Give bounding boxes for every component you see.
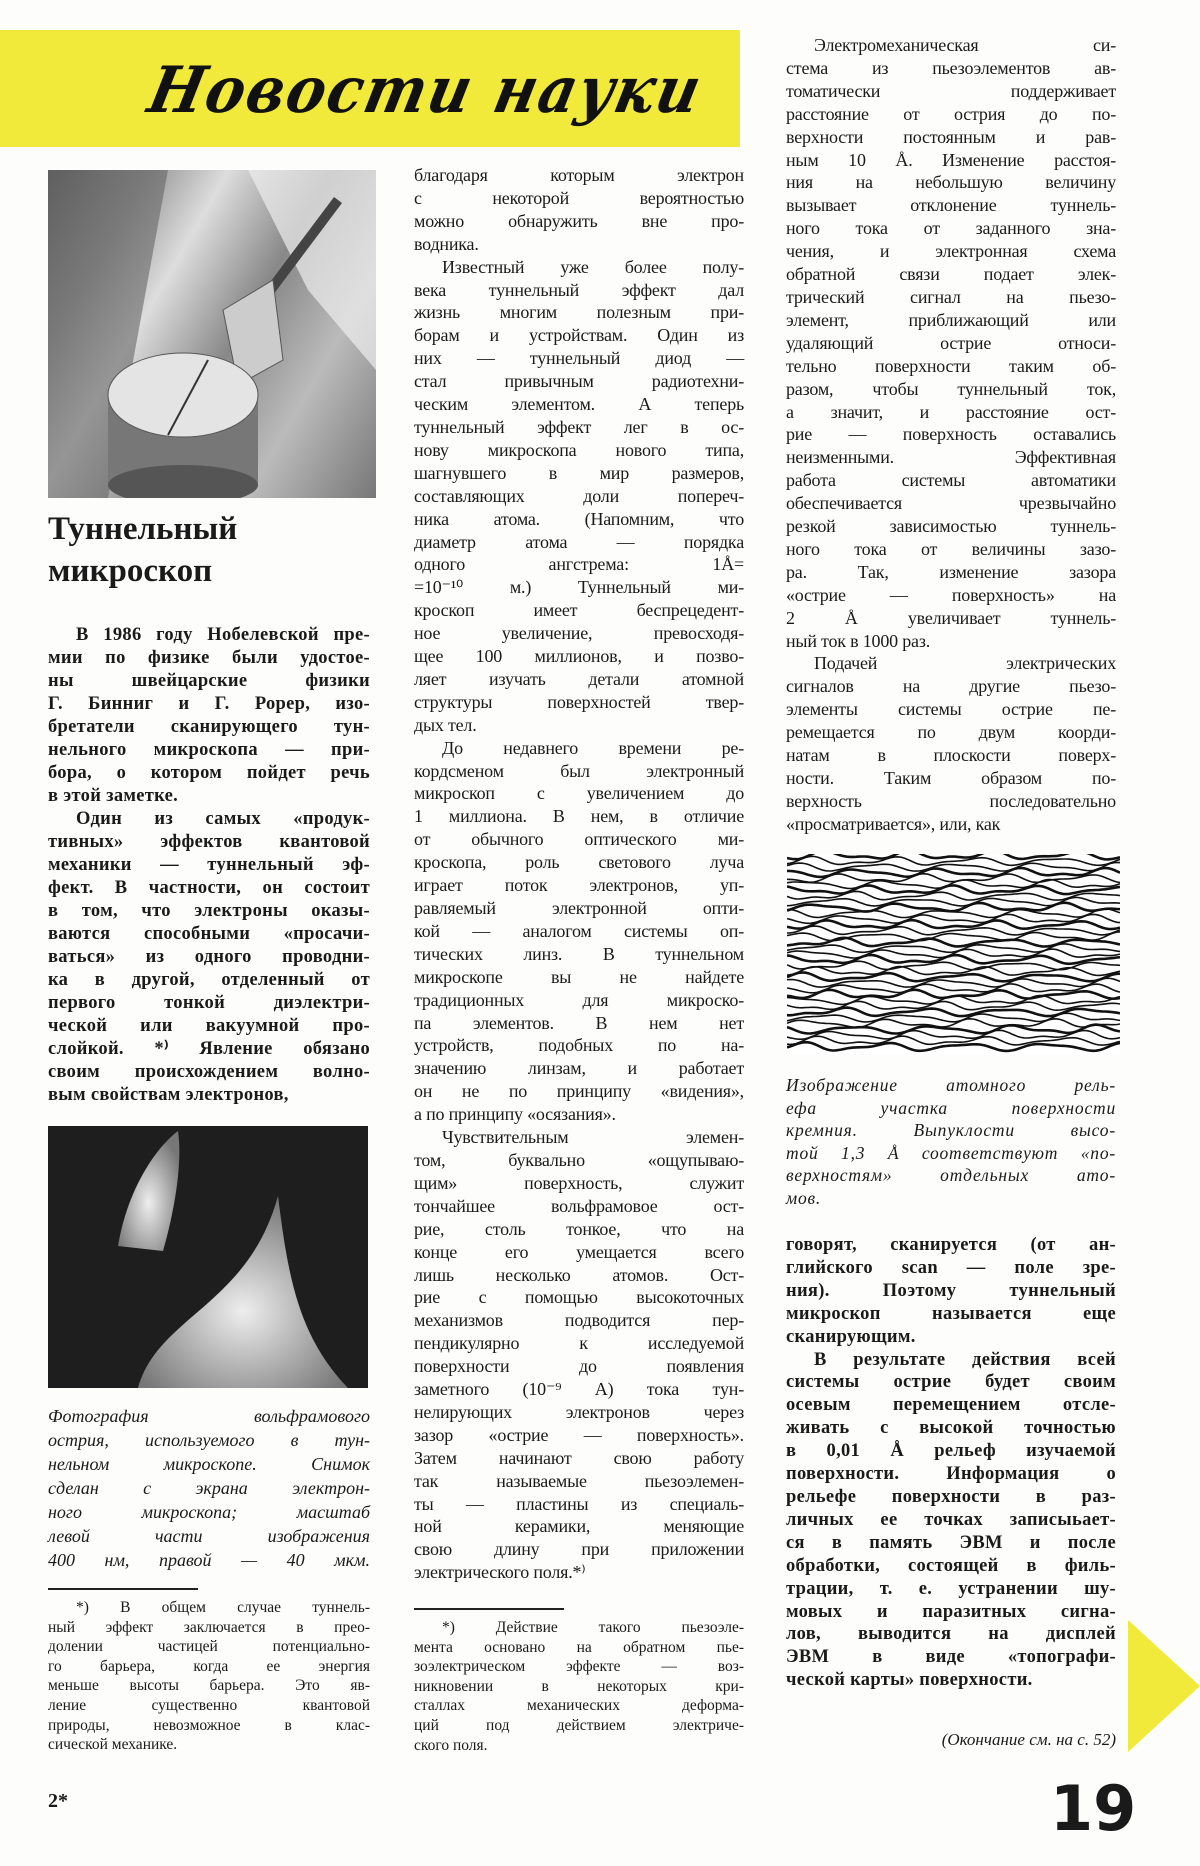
- text-line: ного микроскопа; масштаб: [48, 1502, 370, 1522]
- paragraph: [414, 256, 744, 737]
- text-line: обеспечивается чрезвычайно: [786, 493, 1116, 514]
- text-line: мов.: [786, 1187, 822, 1208]
- text-line: Один из самых «продук-: [76, 809, 370, 829]
- text-line: ное увеличение, превосходя-: [414, 623, 744, 644]
- text-line: долении частицей потенциально-: [48, 1638, 370, 1656]
- signature-mark: 2*: [48, 1790, 68, 1812]
- paragraph: [786, 1349, 1116, 1693]
- text-line: своим происхождением волно-: [48, 1062, 370, 1082]
- text-line: механики — туннельный эф-: [48, 855, 370, 875]
- text-line: той 1,3 Å соответствуют «по-: [786, 1142, 1116, 1163]
- text-line: рие — поверхность оставались: [786, 424, 1116, 445]
- text-line: ся в память ЭВМ и после: [786, 1532, 1116, 1553]
- text-line: ный эффект заключается в прео-: [48, 1618, 370, 1636]
- text-line: благодаря которым электрон: [414, 165, 744, 185]
- text-line: осевым перемещением отсле-: [786, 1395, 1116, 1416]
- text-line: первого тонкой диэлектри-: [48, 993, 370, 1013]
- text-line: ной керамики, меняющие: [414, 1516, 744, 1537]
- text-line: механизмов подводится пер-: [414, 1310, 744, 1331]
- relief-scan-line: [787, 1042, 1120, 1051]
- text-line: 1 миллиона. В нем, в отличие: [414, 806, 744, 827]
- text-line: ского поля.: [414, 1736, 488, 1754]
- paragraph: [786, 1234, 1116, 1349]
- text-line: острия, используемого в тун-: [48, 1430, 370, 1450]
- text-line: разом, чтобы туннельный ток,: [786, 378, 1116, 399]
- text-line: фект. В частности, он состоит: [48, 878, 370, 898]
- atomic-relief-plot: [787, 854, 1120, 1054]
- text-line: В 1986 году Нобелевской пре-: [76, 625, 370, 645]
- text-line: ного тока от заданного зна-: [786, 218, 1116, 239]
- text-line: жизнь многим полезным при-: [414, 302, 744, 323]
- text-line: одного ангстрема: 1Å=: [414, 554, 744, 575]
- text-line: ваться» из одного проводни-: [48, 947, 370, 967]
- text-line: составляющих доли попереч-: [414, 485, 744, 506]
- column-2-body: [414, 164, 744, 1584]
- paragraph: [414, 737, 744, 1126]
- text-line: Электромеханическая си-: [814, 35, 1116, 55]
- text-line: па элементов. В нем нет: [414, 1012, 744, 1033]
- text-line: природы, невозможное в клас-: [48, 1716, 370, 1734]
- text-line: До недавнего времени ре-: [442, 737, 744, 758]
- paragraph: [48, 808, 370, 1107]
- text-line: века туннельный эффект дал: [414, 279, 744, 300]
- photo-caption: [48, 1404, 370, 1572]
- text-line: глийского scan — поле зре-: [786, 1257, 1116, 1278]
- relief-scan-line: [787, 1036, 1120, 1045]
- text-line: говорят, сканируется (от ан-: [786, 1235, 1116, 1255]
- text-line: томатически поддерживает: [786, 80, 1116, 101]
- text-line: Г. Бинниг и Г. Рорер, изо-: [48, 694, 370, 714]
- text-line: ты — пластины из специаль-: [414, 1493, 744, 1514]
- section-title: Новости науки: [142, 52, 710, 128]
- text-line: ческой карты» поверхности.: [786, 1670, 1033, 1691]
- section-banner: [0, 30, 740, 147]
- relief-scan-line: [787, 949, 1120, 958]
- text-line: в том, что электроны оказы-: [48, 901, 370, 921]
- text-line: микроскопе вы не найдете: [414, 966, 744, 987]
- paragraph: [786, 652, 1116, 835]
- tungsten-tip-illustration: [48, 1126, 368, 1388]
- text-line: кроскопа, роль светового луча: [414, 852, 744, 873]
- text-line: ефа участка поверхности: [786, 1097, 1116, 1118]
- text-line: неизменными. Эффективная: [786, 447, 1116, 468]
- text-line: ка в другой, отделенный от: [48, 970, 370, 990]
- paragraph: [786, 34, 1116, 652]
- paragraph: [48, 1598, 370, 1755]
- relief-scan-line: [787, 1019, 1120, 1028]
- text-line: системы острие будет своим: [786, 1372, 1116, 1393]
- text-line: в этой заметке.: [48, 786, 179, 806]
- text-line: туннельный эффект лег в ос-: [414, 416, 744, 437]
- paragraph: [414, 164, 744, 256]
- text-line: ций под действием электриче-: [414, 1716, 744, 1734]
- text-line: тельно поверхности таким об-: [786, 355, 1116, 376]
- text-line: вызывает отклонение туннель-: [786, 195, 1116, 216]
- text-line: расстояние от острия до по-: [786, 103, 1116, 124]
- footnote-2: [414, 1618, 744, 1755]
- text-line: ление существенно квантовой: [48, 1696, 370, 1714]
- text-line: чения, и электронная схема: [786, 241, 1116, 262]
- text-line: кордсменом был электронный: [414, 760, 744, 781]
- relief-caption: [786, 1074, 1116, 1209]
- text-line: никновении в некоторых кри-: [414, 1677, 744, 1695]
- text-line: верхности постоянным и рав-: [786, 126, 1116, 147]
- text-line: микроскоп называется еще: [786, 1303, 1116, 1324]
- text-line: работа системы автоматики: [786, 470, 1116, 491]
- paragraph: [48, 624, 370, 808]
- heading-line: Туннельный: [48, 511, 238, 547]
- text-line: щим» поверхность, служит: [414, 1172, 744, 1193]
- text-line: 400 нм, правой — 40 мкм.: [48, 1550, 370, 1570]
- text-line: Чувствительным элемен-: [442, 1127, 744, 1148]
- text-line: структуры поверхностей твер-: [414, 691, 744, 712]
- text-line: водника.: [414, 233, 479, 254]
- text-line: ческим элементом. А теперь: [414, 394, 744, 415]
- text-line: борам и устройствам. Один из: [414, 325, 744, 346]
- text-line: ра. Так, изменение зазора: [786, 561, 1116, 582]
- text-line: стал привычным радиотехни-: [414, 371, 744, 392]
- text-line: сканирующим.: [786, 1326, 916, 1347]
- text-line: играет поток электронов, уп-: [414, 875, 744, 896]
- text-line: конце его умещается всего: [414, 1241, 744, 1262]
- text-line: *) В общем случае туннель-: [76, 1599, 370, 1616]
- text-line: мента основано на обратном пье-: [414, 1638, 744, 1656]
- text-line: свою длину при приложении: [414, 1539, 744, 1560]
- text-line: нову микроскопа нового типа,: [414, 439, 744, 460]
- text-line: микроскоп с увеличением до: [414, 783, 744, 804]
- text-line: традиционных для микроско-: [414, 989, 744, 1010]
- text-line: сталлах механических деформа-: [414, 1697, 744, 1715]
- text-line: Затем начинают свою работу: [414, 1447, 744, 1468]
- text-line: трации, т. е. устранении шу-: [786, 1578, 1116, 1599]
- text-line: слойкой. *⁾ Явление обязано: [48, 1039, 370, 1059]
- tungsten-tip-photo: [48, 1126, 368, 1388]
- text-line: ния на небольшую величину: [786, 172, 1116, 193]
- text-line: «острие — поверхность» на: [786, 584, 1116, 605]
- continuation-note: (Окончание см. на с. 52): [941, 1730, 1116, 1749]
- text-line: сигналов на другие пьезо-: [786, 676, 1116, 697]
- paragraph: [786, 1074, 1116, 1209]
- text-line: них — туннельный диод —: [414, 348, 744, 369]
- text-line: от обычного оптического ми-: [414, 829, 744, 850]
- text-line: рельефе поверхности в раз-: [786, 1486, 1116, 1507]
- text-line: лишь несколько атомов. Ост-: [414, 1264, 744, 1285]
- text-line: тивных» эффектов квантовой: [48, 832, 370, 852]
- text-line: с некоторой вероятностью: [414, 187, 744, 208]
- text-line: бретатели сканирующего тун-: [48, 717, 370, 737]
- text-line: равляемый электронной опти-: [414, 898, 744, 918]
- paragraph: [414, 1126, 744, 1584]
- text-line: В результате действия всей: [814, 1349, 1116, 1370]
- footnote-1: [48, 1598, 370, 1755]
- text-line: нельного микроскопа — при-: [48, 740, 370, 760]
- text-line: го барьера, когда ее энергия: [48, 1657, 370, 1675]
- text-line: нельном микроскопе. Снимок: [48, 1454, 370, 1474]
- text-line: ным 10 Å. Изменение расстоя-: [786, 149, 1116, 170]
- text-line: ника атома. (Напомним, что: [414, 508, 744, 529]
- relief-scan-line: [787, 967, 1120, 976]
- relief-scan-line: [787, 955, 1120, 964]
- text-line: щее 100 миллионов, и позво-: [414, 646, 744, 667]
- next-page-arrow: [1128, 1620, 1200, 1752]
- text-line: элемент, приближающий или: [786, 309, 1116, 330]
- text-line: Изображение атомного рель-: [786, 1075, 1116, 1095]
- text-line: он не по принципу «видения»,: [414, 1081, 744, 1102]
- text-line: удаляющий острие относи-: [786, 332, 1116, 353]
- text-line: заметного (10⁻⁹ А) тока тун-: [414, 1379, 744, 1400]
- text-line: тических линз. В туннельном: [414, 943, 744, 964]
- text-line: ности. Таким образом по-: [786, 768, 1116, 788]
- footnote-divider: [414, 1608, 564, 1610]
- text-line: Известный уже более полу-: [442, 256, 744, 277]
- text-line: стема из пьезоэлементов ав-: [786, 57, 1116, 78]
- text-line: а значит, и расстояние ост-: [786, 401, 1116, 422]
- text-line: диаметр атома — порядка: [414, 531, 744, 552]
- text-line: рие с помощью высокоточных: [414, 1287, 744, 1308]
- text-line: тончайшее вольфрамовое ост-: [414, 1195, 744, 1216]
- text-line: ремещается по двум коорди-: [786, 722, 1116, 743]
- text-line: устройств, подобных по на-: [414, 1035, 744, 1056]
- text-line: пендикулярно к исследуемой: [414, 1333, 744, 1354]
- page-number: 19: [1050, 1772, 1137, 1845]
- text-line: элементы системы острие пе-: [786, 699, 1116, 720]
- text-line: *) Действие такого пьезоэле-: [442, 1619, 744, 1636]
- text-line: кой — аналогом системы оп-: [414, 920, 744, 941]
- text-line: в 0,01 Å рельеф изучаемой: [786, 1441, 1116, 1462]
- text-line: ваются способными «просачи-: [48, 924, 370, 944]
- text-line: ческой или вакуумной про-: [48, 1016, 370, 1036]
- text-line: мии по физике были удостое-: [48, 648, 370, 668]
- text-line: шагнувшего в мир размеров,: [414, 462, 744, 483]
- text-line: рие, столь тонкое, что на: [414, 1218, 744, 1239]
- paragraph: [414, 1618, 744, 1755]
- text-line: 2 Å увеличивает туннель-: [786, 607, 1116, 628]
- text-line: вым свойствам электронов,: [48, 1085, 289, 1105]
- text-line: сделан с экрана электрон-: [48, 1478, 370, 1498]
- paragraph: [48, 1404, 370, 1572]
- text-line: ного тока от величины зазо-: [786, 538, 1116, 559]
- microscope-illustration: [48, 170, 376, 498]
- text-line: верхность последовательно: [786, 790, 1116, 811]
- text-line: зоэлектрическом эффекте — воз-: [414, 1658, 744, 1676]
- text-line: живать с высокой точностью: [786, 1418, 1116, 1439]
- microscope-photo: [48, 170, 376, 498]
- relief-scan-line: [787, 973, 1120, 982]
- text-line: а по принципу «осязания».: [414, 1104, 616, 1125]
- text-line: Фотография вольфрамового: [48, 1406, 370, 1426]
- article-heading: [48, 508, 237, 592]
- text-line: обратной связи подает элек-: [786, 264, 1116, 285]
- text-line: ны швейцарские физики: [48, 671, 370, 691]
- text-line: лов, выводится на дисплей: [786, 1624, 1116, 1645]
- text-line: мовых и паразитных сигна-: [786, 1601, 1116, 1622]
- text-line: ный ток в 1000 раз.: [786, 630, 931, 651]
- text-line: «просматривается», или, как: [786, 813, 1001, 834]
- footnote-divider: [48, 1588, 198, 1590]
- text-line: верхностям» отдельных ато-: [786, 1165, 1116, 1185]
- text-line: Подачей электрических: [814, 653, 1116, 674]
- text-line: ЭВМ в виде «топографи-: [786, 1647, 1116, 1668]
- text-line: поверхности. Информация о: [786, 1464, 1116, 1485]
- text-line: зазор «острие — поверхность».: [414, 1424, 744, 1445]
- text-line: натам в плоскости поверх-: [786, 745, 1116, 766]
- text-line: значению линзам, и работает: [414, 1058, 744, 1079]
- text-line: трический сигнал на пьезо-: [786, 286, 1116, 307]
- text-line: электрического поля.*⁾: [414, 1562, 586, 1583]
- column-3-top: [786, 34, 1116, 836]
- text-line: меньше высоты барьера. Это яв-: [48, 1677, 370, 1695]
- text-line: обработки, состоящей в филь-: [786, 1555, 1116, 1576]
- text-line: бора, о котором пойдет речь: [48, 763, 370, 783]
- text-line: кроскоп имеет беспрецедент-: [414, 600, 744, 621]
- column-1-body: [48, 624, 370, 1107]
- text-line: личных ее точках записыьает-: [786, 1509, 1116, 1530]
- text-line: =10⁻¹⁰ м.) Туннельный ми-: [414, 577, 744, 598]
- text-line: дых тел.: [414, 714, 477, 735]
- text-line: ния). Поэтому туннельный: [786, 1280, 1116, 1301]
- text-line: ляет изучать детали атомной: [414, 668, 744, 689]
- text-line: нелирующих электронов через: [414, 1401, 744, 1422]
- text-line: поверхности до появления: [414, 1356, 744, 1377]
- text-line: так называемые пьезоэлемен-: [414, 1470, 744, 1491]
- atomic-relief-image: [787, 854, 1120, 1054]
- text-line: левой части изображения: [48, 1526, 370, 1546]
- text-line: кремния. Выпуклости высо-: [786, 1120, 1116, 1140]
- text-line: том, буквально «ощупываю-: [414, 1149, 744, 1170]
- column-3-bottom: [786, 1234, 1116, 1692]
- text-line: резкой зависимостью туннель-: [786, 516, 1116, 537]
- text-line: сической механике.: [48, 1736, 178, 1754]
- heading-line: микроскоп: [48, 553, 213, 589]
- text-line: можно обнаружить вне про-: [414, 210, 744, 231]
